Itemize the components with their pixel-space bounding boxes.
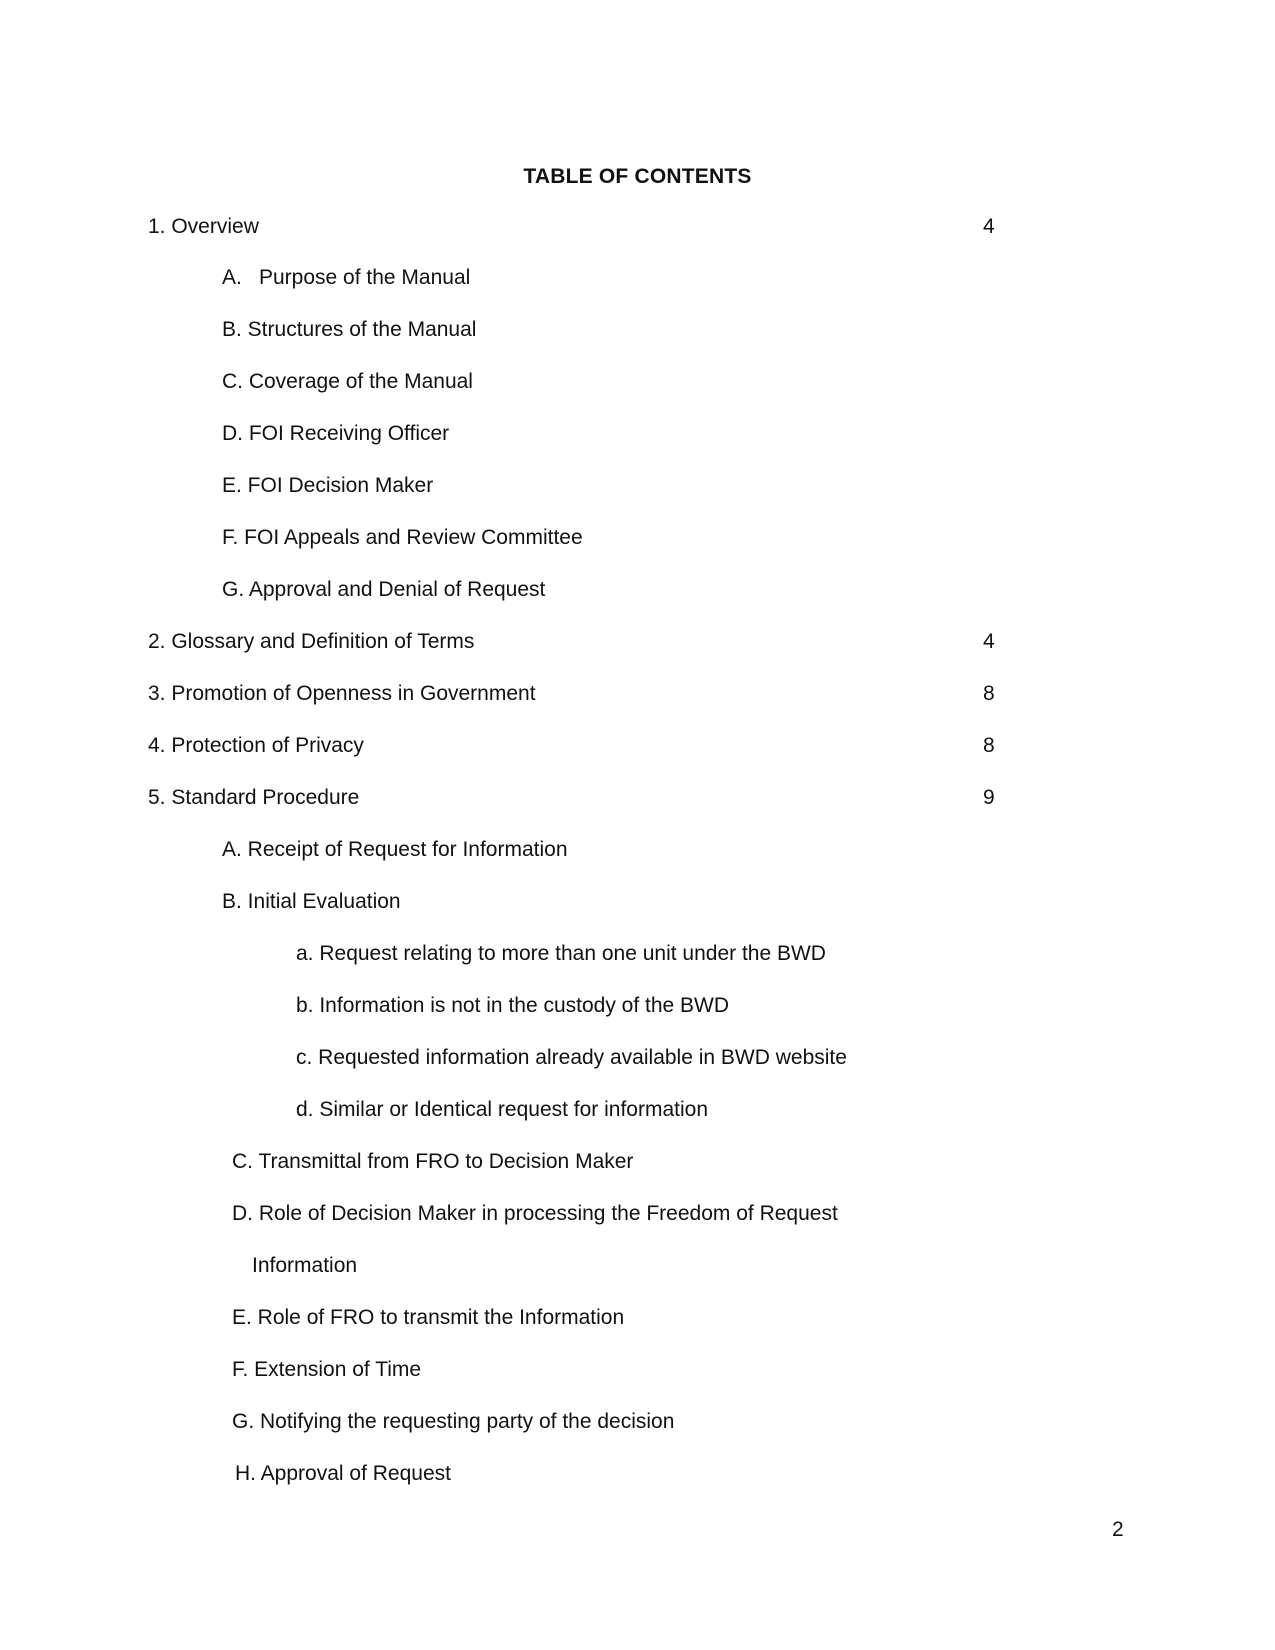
- toc-entry-label: D. FOI Receiving Officer: [222, 422, 450, 445]
- toc-entry-label: F. FOI Appeals and Review Committee: [222, 526, 583, 549]
- toc-entry-label: 4. Protection of Privacy: [148, 734, 364, 757]
- toc-entry-label: 3. Promotion of Openness in Government: [148, 682, 536, 705]
- toc-entry-label: 5. Standard Procedure: [148, 786, 360, 809]
- toc-page-number: 8: [983, 734, 995, 757]
- toc-entry-label: 2. Glossary and Definition of Terms: [148, 630, 475, 653]
- toc-entry-label: B. Structures of the Manual: [222, 318, 477, 341]
- footer-page-number: 2: [1112, 1518, 1124, 1541]
- toc-entry-label: C. Transmittal from FRO to Decision Maker: [232, 1150, 634, 1173]
- toc-entry-label: 1. Overview: [148, 215, 259, 238]
- toc-page-number: 4: [983, 630, 995, 653]
- toc-entry-label: G. Approval and Denial of Request: [222, 578, 546, 601]
- toc-title: TABLE OF CONTENTS: [523, 165, 752, 188]
- toc-entry-label: c. Requested information already available in BWD website: [296, 1046, 847, 1069]
- toc-entry-label: C. Coverage of the Manual: [222, 370, 473, 393]
- toc-entry-label: A. Receipt of Request for Information: [222, 838, 568, 861]
- toc-entry-label: b. Information is not in the custody of the BWD: [296, 994, 730, 1017]
- toc-entry-label: D. Role of Decision Maker in processing the Freedom of Request: [232, 1202, 838, 1225]
- toc-page-number: 8: [983, 682, 995, 705]
- toc-entry-marker: A.: [222, 266, 242, 289]
- toc-entry-label: Purpose of the Manual: [259, 266, 471, 289]
- toc-page-number: 9: [983, 786, 995, 809]
- toc-entry-label: E. FOI Decision Maker: [222, 474, 434, 497]
- toc-entry-label: H. Approval of Request: [235, 1462, 451, 1485]
- toc-entry-label: Information: [252, 1254, 358, 1277]
- toc-page-number: 4: [983, 215, 995, 238]
- toc-entry-label: F. Extension of Time: [232, 1358, 422, 1381]
- toc-entry-label: d. Similar or Identical request for information: [296, 1098, 709, 1121]
- toc-entry-label: E. Role of FRO to transmit the Information: [232, 1306, 625, 1329]
- toc-entry-label: G. Notifying the requesting party of the decision: [232, 1410, 675, 1433]
- toc-entry-label: a. Request relating to more than one unit under the BWD: [296, 942, 826, 965]
- toc-entry-label: B. Initial Evaluation: [222, 890, 401, 913]
